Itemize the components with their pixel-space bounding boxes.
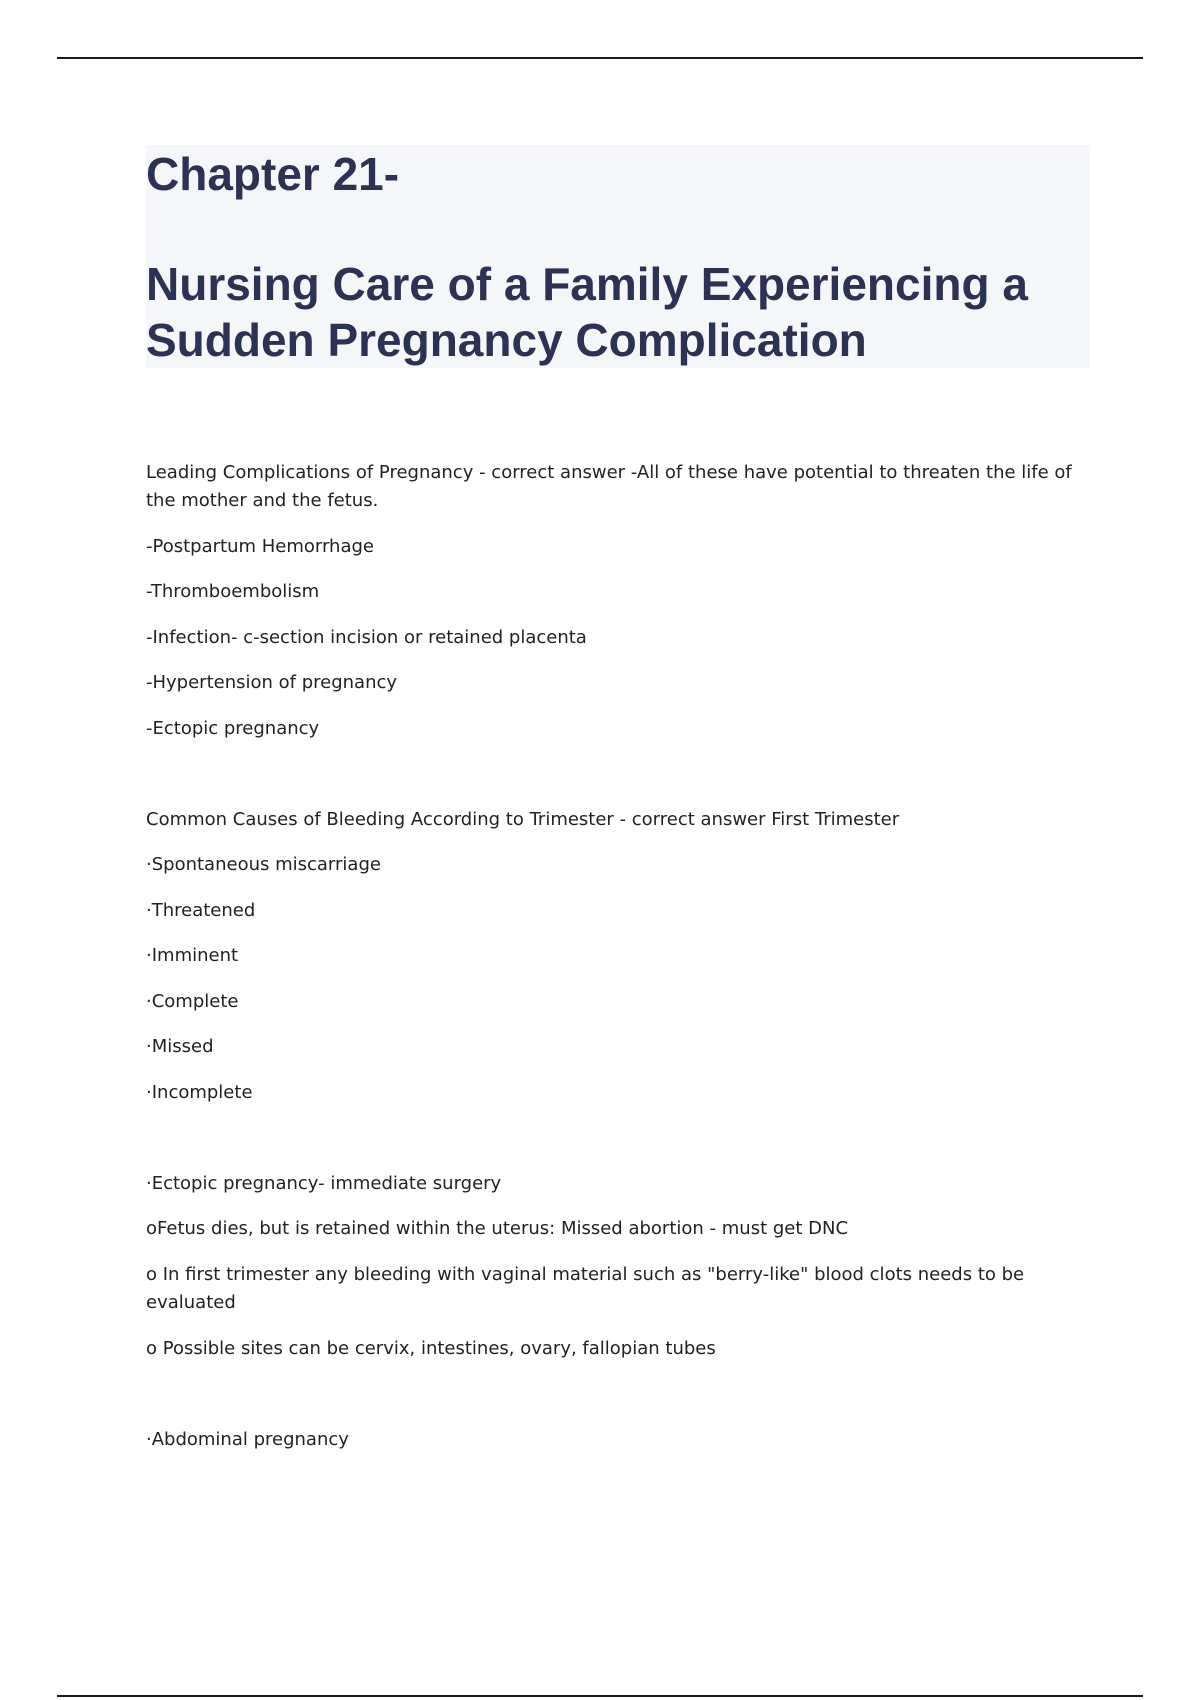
paragraph-leading-complications: Leading Complications of Pregnancy - correct answer -All of these have potential to threaten the life of the mother and the fetus. [146, 462, 1072, 511]
list-item: -Hypertension of pregnancy [146, 672, 398, 693]
paragraph-bleeding-causes: Common Causes of Bleeding According to Trimester - correct answer First Trimester [146, 809, 900, 830]
list-item: oFetus dies, but is retained within the uterus: Missed abortion - must get DNC [146, 1218, 849, 1239]
list-item: ·Abdominal pregnancy [146, 1429, 349, 1450]
list-item: -Postpartum Hemorrhage [146, 536, 374, 557]
list-item: ·Ectopic pregnancy- immediate surgery [146, 1173, 502, 1194]
bottom-rule [57, 1695, 1143, 1697]
list-item: -Infection- c-section incision or retained placenta [146, 627, 587, 648]
list-item: ·Complete [146, 991, 239, 1012]
top-rule [57, 57, 1143, 59]
list-item: ·Threatened [146, 900, 256, 921]
chapter-subtitle-line-1: Nursing Care of a Family Experiencing a [146, 258, 1028, 310]
list-item: -Thromboembolism [146, 581, 320, 602]
list-item: o Possible sites can be cervix, intestines, ovary, fallopian tubes [146, 1338, 716, 1359]
list-item: ·Incomplete [146, 1082, 253, 1103]
chapter-subtitle-line-2: Sudden Pregnancy Complication [146, 314, 867, 366]
list-item: ·Imminent [146, 945, 239, 966]
list-item: -Ectopic pregnancy [146, 718, 320, 739]
list-item: o In first trimester any bleeding with vaginal material such as "berry-like" blood clots needs to be evaluated [146, 1264, 1025, 1313]
chapter-title: Chapter 21- [146, 148, 400, 200]
list-item: ·Spontaneous miscarriage [146, 854, 381, 875]
list-item: ·Missed [146, 1036, 214, 1057]
